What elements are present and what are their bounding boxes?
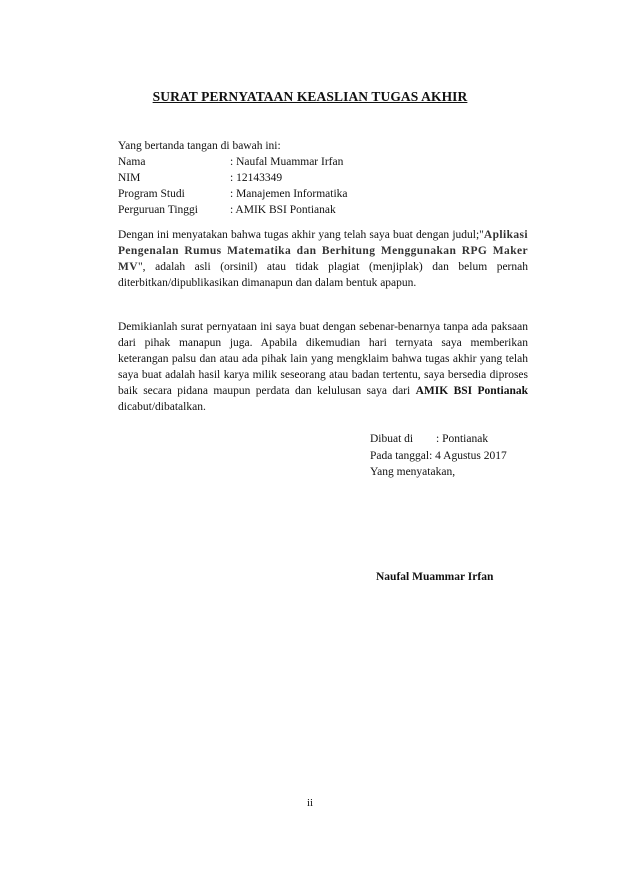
intro-text: Yang bertanda tangan di bawah ini: [118,140,281,152]
closing-paragraph [118,319,528,415]
field-value: : Naufal Muammar Irfan [230,156,344,168]
signer-name: Naufal Muammar Irfan [376,571,494,583]
field-label: Program Studi [118,188,185,200]
signature-date [370,450,507,462]
statement-paragraph [118,227,528,291]
paragraph-text: Demikianlah surat pernyataan ini saya buat dengan sebenar-benarnya tanpa ada paksaan dari pihak manapun juga. Apabila dikemudian hari ternyata saya memberikan keterangan palsu dan atau ada pihak lain yang mengklaim bahwa tugas akhir yang telah saya buat adalah hasil karya milik seseorang atau badan tertentu, saya bersedia diproses baik secara pidana maupun perdata dan kelulusan saya dari [118,321,528,397]
page-number: ii [306,797,314,809]
field-label: Perguruan Tinggi [118,204,198,216]
date-value: : 4 Agustus 2017 [429,450,507,462]
place-value: : Pontianak [436,433,489,445]
signature-place [370,433,488,445]
field-program-studi [118,188,518,204]
institution-name: AMIK BSI Pontianak [415,385,528,397]
place-label: Dibuat di [370,433,414,445]
field-label: NIM [118,172,141,184]
date-label: Pada tanggal [370,450,430,462]
field-value: : AMIK BSI Pontianak [230,204,336,216]
field-nim [118,172,518,188]
document-title: SURAT PERNYATAAN KEASLIAN TUGAS AKHIR [152,89,468,104]
signature-statement: Yang menyatakan, [370,466,456,478]
paragraph-text: Dengan ini menyatakan bahwa tugas akhir yang telah saya buat dengan judul;" [118,229,484,241]
paragraph-text: dicabut/dibatalkan. [118,401,206,413]
field-value: : Manajemen Informatika [230,188,348,200]
paragraph-text: ", adalah asli (orsinil) atau tidak plagiat (menjiplak) dan belum pernah diterbitkan/dipublikasikan dimanapun dan dalam bentuk apapun. [118,261,528,289]
thesis-title: Aplikasi Pengenalan Rumus Matematika dan Berhitung Menggunakan RPG Maker MV [118,229,528,273]
field-name [118,156,518,172]
field-label: Nama [118,156,146,168]
field-value: : 12143349 [230,172,283,184]
field-perguruan-tinggi [118,204,518,220]
